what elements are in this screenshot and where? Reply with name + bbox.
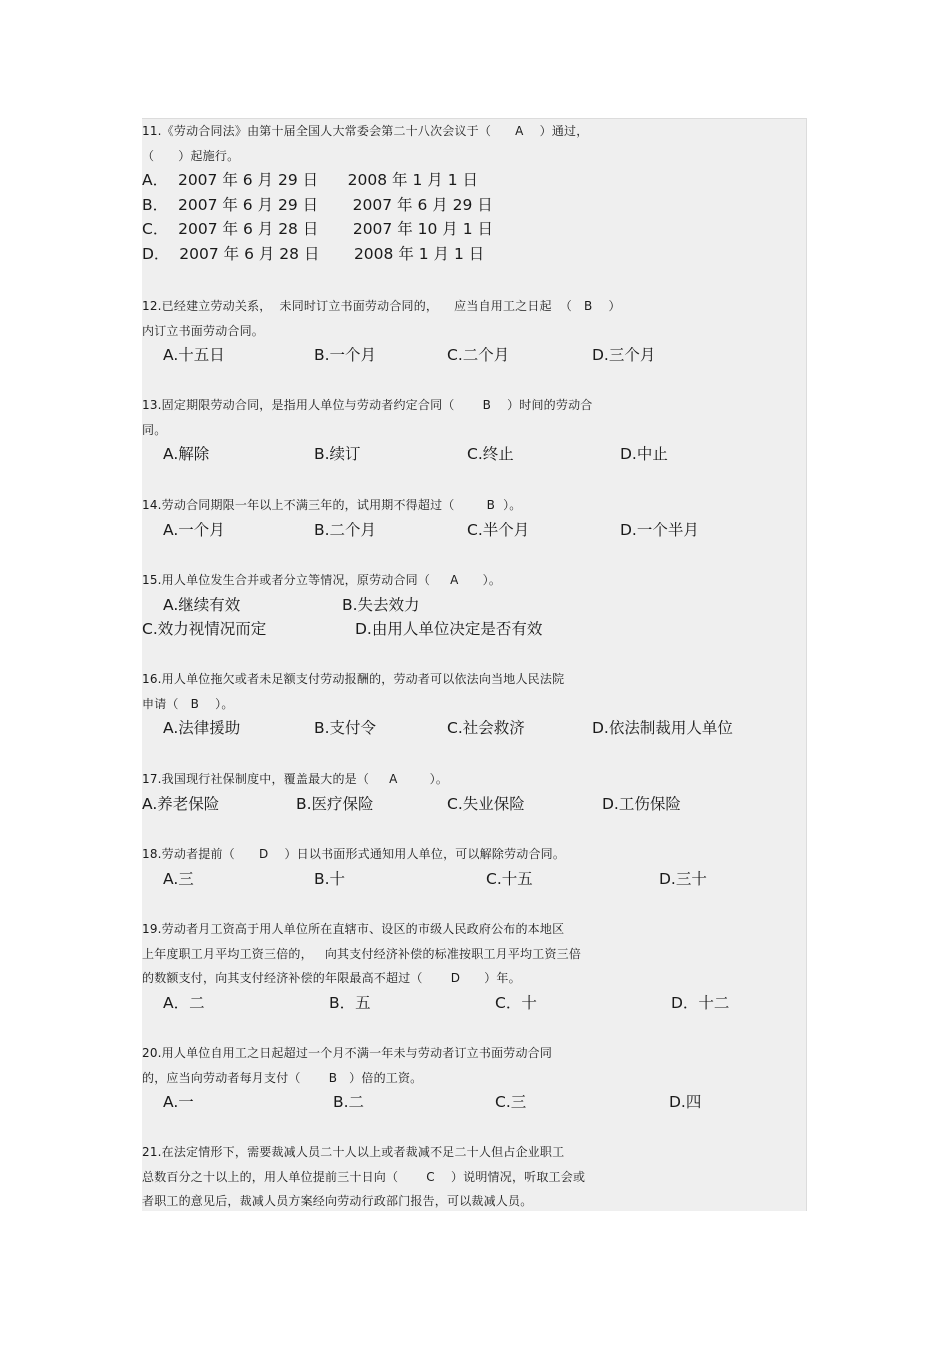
question-13-stem-line-2: 同。 — [142, 422, 167, 437]
question-19 — [142, 917, 810, 1015]
question-20-option-d: D.四 — [669, 1093, 702, 1111]
question-11-option-a: A． 2007 年 6 月 29 日 2008 年 1 月 1 日 — [142, 171, 478, 189]
question-18-option-d: D.三十 — [659, 869, 707, 888]
question-20-option-c: C.三 — [495, 1093, 527, 1111]
question-17-option-b: B.医疗保险 — [296, 794, 374, 813]
question-13 — [142, 393, 810, 467]
question-12-stem-line-1: 12.已经建立劳动关系， 未同时订立书面劳动合同的， 应当自用工之日起 （ B ） — [142, 299, 621, 313]
question-11 — [142, 119, 810, 266]
question-11-option-d: D． 2007 年 6 月 28 日 2008 年 1 月 1 日 — [142, 244, 485, 263]
question-12-stem-line-2: 内订立书面劳动合同。 — [142, 323, 265, 338]
question-11-option-c: C． 2007 年 6 月 28 日 2007 年 10 月 1 日 — [142, 220, 493, 238]
question-19-stem-line-3: 的数额支付，向其支付经济补偿的年限最高不超过（ D ）年。 — [142, 971, 521, 985]
question-17-option-d: D.工伤保险 — [602, 794, 681, 813]
question-19-option-d: D．十二 — [671, 993, 730, 1012]
question-20 — [142, 1041, 810, 1115]
question-13-stem-line-1: 13.固定期限劳动合同，是指用人单位与劳动者约定合同（ B ）时间的劳动合 — [142, 398, 593, 412]
question-12 — [142, 294, 810, 368]
question-12-option-c: C.二个月 — [447, 346, 510, 364]
question-18-stem-line-1: 18.劳动者提前（ D ）日以书面形式通知用人单位，可以解除劳动合同。 — [142, 847, 566, 861]
question-16-option-b: B.支付令 — [314, 719, 377, 737]
question-17-option-c: C.失业保险 — [447, 794, 525, 813]
question-19-option-c: C．十 — [495, 993, 537, 1012]
question-14-option-a: A.一个月 — [163, 520, 225, 539]
question-20-options — [142, 1090, 810, 1115]
question-13-option-b: B.续订 — [314, 445, 361, 463]
question-15-option-b: B.失去效力 — [342, 595, 420, 614]
question-15-stem-line-1: 15.用人单位发生合并或者分立等情况，原劳动合同（ A ）。 — [142, 573, 502, 587]
question-11-stem-line-2: （ ）起施行。 — [142, 148, 240, 163]
question-14-option-c: C.半个月 — [467, 520, 530, 539]
question-18 — [142, 842, 810, 891]
question-11-option-b: B． 2007 年 6 月 29 日 2007 年 6 月 29 日 — [142, 195, 493, 214]
document-page — [142, 118, 807, 1211]
question-14-stem-line-1: 14.劳动合同期限一年以上不满三年的，试用期不得超过（ B ）。 — [142, 498, 522, 512]
question-21 — [142, 1140, 810, 1214]
question-12-option-d: D.三个月 — [592, 346, 656, 364]
question-18-option-b: B.十 — [314, 869, 346, 888]
question-20-stem-line-2: 的，应当向劳动者每月支付（ B ）倍的工资。 — [142, 1070, 423, 1085]
question-15-options-row-2 — [142, 617, 810, 642]
question-19-stem-line-2: 上年度职工月平均工资三倍的， 向其支付经济补偿的标准按职工月平均工资三倍 — [142, 946, 582, 961]
question-15-options-row-1 — [142, 593, 810, 618]
question-17 — [142, 767, 810, 816]
question-17-option-a: A.养老保险 — [142, 794, 220, 813]
question-16-option-d: D.依法制裁用人单位 — [592, 719, 733, 737]
question-18-option-c: C.十五 — [486, 869, 533, 888]
question-20-option-a: A.一 — [163, 1093, 194, 1111]
question-12-option-a: A.十五日 — [163, 346, 225, 364]
question-18-options — [142, 867, 810, 892]
question-17-options — [142, 792, 810, 817]
question-19-stem-line-1: 19.劳动者月工资高于用人单位所在直辖市、设区的市级人民政府公布的本地区 — [142, 922, 565, 936]
question-16-options — [142, 716, 810, 741]
question-20-stem-line-1: 20.用人单位自用工之日起超过一个月不满一年未与劳动者订立书面劳动合同 — [142, 1046, 553, 1060]
question-19-options — [142, 991, 810, 1016]
question-15-option-a: A.继续有效 — [163, 595, 241, 614]
question-14-option-d: D.一个半月 — [620, 520, 699, 539]
question-14-options — [142, 518, 810, 543]
question-13-option-d: D.中止 — [620, 445, 668, 463]
question-15-option-d: D.由用人单位决定是否有效 — [355, 620, 543, 638]
question-12-option-b: B.一个月 — [314, 346, 377, 364]
question-21-stem-line-3: 者职工的意见后，裁减人员方案经向劳动行政部门报告，可以裁减人员。 — [142, 1194, 533, 1208]
question-15-option-c: C.效力视情况而定 — [142, 620, 267, 638]
question-15 — [142, 568, 810, 642]
question-21-stem-line-2: 总数百分之十以上的，用人单位提前三十日向（ C ）说明情况，听取工会或 — [142, 1169, 586, 1184]
question-13-option-c: C.终止 — [467, 445, 514, 463]
question-13-options — [142, 442, 810, 467]
question-17-stem-line-1: 17.我国现行社保制度中，覆盖最大的是（ A ）。 — [142, 772, 449, 786]
question-13-option-a: A.解除 — [163, 445, 210, 463]
question-19-option-a: A．二 — [163, 993, 205, 1012]
question-16-stem-line-1: 16.用人单位拖欠或者未足额支付劳动报酬的，劳动者可以依法向当地人民法院 — [142, 672, 565, 686]
question-20-option-b: B.二 — [333, 1093, 365, 1111]
question-21-stem-line-1: 21.在法定情形下，需要裁减人员二十人以上或者裁减不足二十人但占企业职工 — [142, 1145, 565, 1159]
question-18-option-a: A.三 — [163, 869, 194, 888]
question-11-stem-line-1: 11.《劳动合同法》由第十届全国人大常委会第二十八次会议于（ A ）通过， — [142, 124, 589, 138]
question-16 — [142, 667, 810, 741]
question-14-option-b: B.二个月 — [314, 520, 377, 539]
question-19-option-b: B．五 — [329, 993, 371, 1012]
question-14 — [142, 493, 810, 542]
question-12-options — [142, 343, 810, 368]
question-16-option-c: C.社会救济 — [447, 719, 525, 737]
question-16-stem-line-2: 申请（ B ）。 — [142, 696, 234, 711]
question-16-option-a: A.法律援助 — [163, 719, 241, 737]
